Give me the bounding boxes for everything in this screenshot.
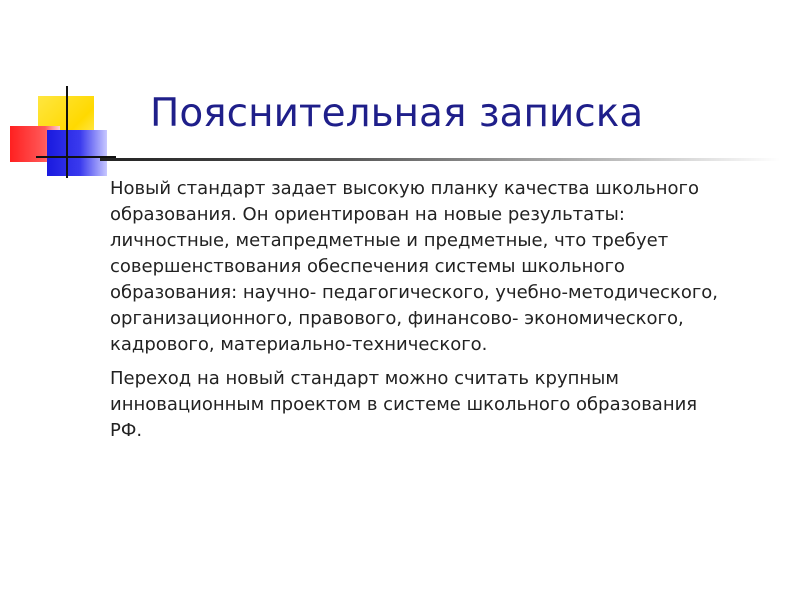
blue-square [47,130,107,176]
paragraph-line: РФ. [110,420,143,441]
paragraph-line: инновационным проектом в системе школьного образования [110,394,698,415]
title-underline [100,158,780,161]
paragraph-line: образования: научно- педагогического, учебно-методического, [110,282,719,303]
paragraph-line: личностные, метапредметные и предметные, что требует [110,230,669,251]
slide-title: Пояснительная записка [150,91,644,136]
logo-vertical-line [66,86,68,178]
paragraph-line: Новый стандарт задает высокую планку качества школьного [110,178,699,199]
paragraph-standard [110,176,780,358]
paragraph-line: Переход на новый стандарт можно считать крупным [110,368,619,389]
paragraph-line: образования. Он ориентирован на новые результаты: [110,204,625,225]
slide-body [110,176,780,452]
paragraph-transition [110,366,780,444]
paragraph-line: организационного, правового, финансово- экономического, [110,308,684,329]
paragraph-line: совершенствования обеспечения системы школьного [110,256,625,277]
paragraph-line: кадрового, материально-технического. [110,334,488,355]
decorative-squares-logo [0,0,120,190]
